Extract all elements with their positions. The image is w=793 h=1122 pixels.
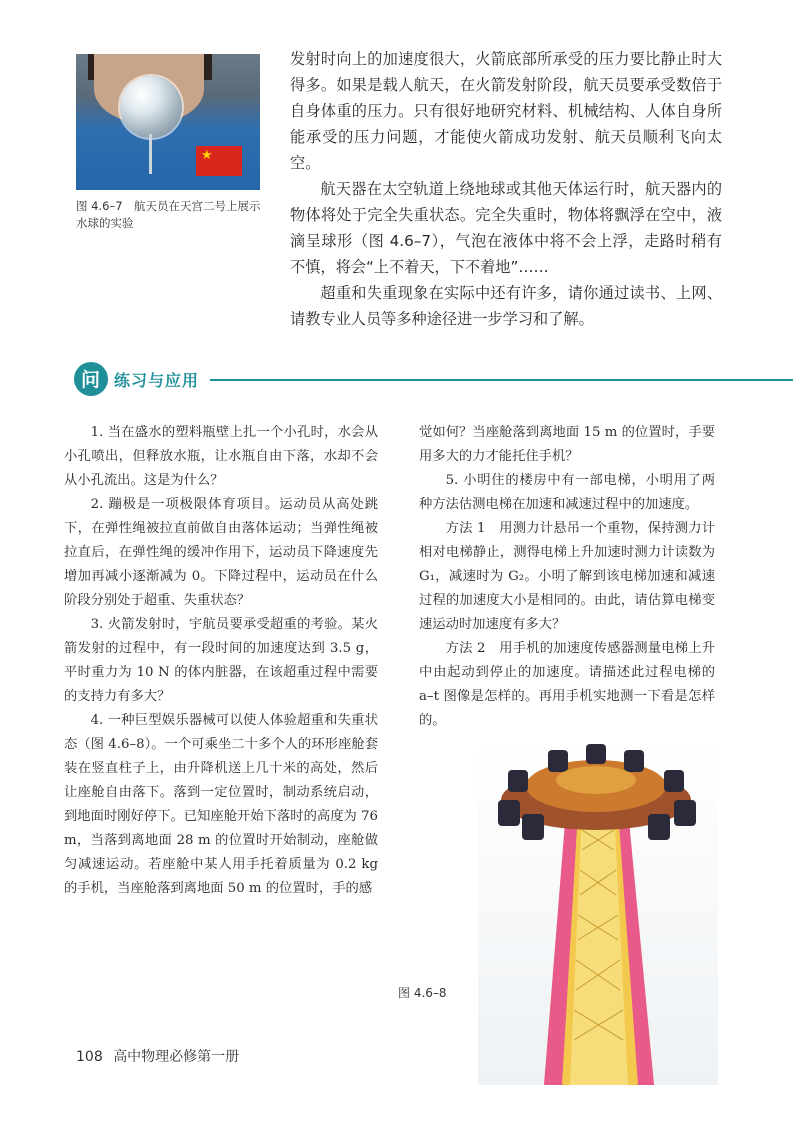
astronaut-water-ball-photo [76,54,260,190]
page-number: 108 [76,1049,103,1065]
section-title: 练习与应用 [114,371,200,390]
exercises-left-column [64,421,378,901]
exercise-5-method-1: 方法 1 用测力计悬吊一个重物，保持测力计相对电梯静止，测得电梯上升加速时测力计读数为 G₁，减速时为 G₂。小明了解到该电梯加速和减速过程的加速度大小是相同的。由此，请估算电梯变速运动时加速度有多大？ [419,521,715,632]
exercises-right-column [419,421,715,733]
exercise-1: 1. 当在盛水的塑料瓶壁上扎一个小孔时，水会从小孔喷出，但释放水瓶，让水瓶自由下落，水却不会从小孔流出。这是为什么？ [64,425,378,488]
figure-4-6-7-caption: 图 4.6–7 航天员在天宫二号上展示水球的实验 [76,199,261,230]
exercise-badge-icon [74,362,108,396]
page-footer [76,1046,239,1066]
paragraph-rocket-launch: 发射时向上的加速度很大，火箭底部所承受的压力要比静止时大得多。如果是载人航天，在火箭发射阶段，航天员要承受数倍于自身体重的压力。只有很好地研究材料、机械结构、人体自身所能承受的压力问题，才能使火箭成功发射、航天员顺利飞向太空。 [290,50,722,172]
exercise-5: 5. 小明住的楼房中有一部电梯，小明用了两种方法估测电梯在加速和减速过程中的加速度。 [419,473,715,512]
badge-char: 问 [81,369,101,391]
paragraph-weightlessness: 航天器在太空轨道上绕地球或其他天体运行时，航天器内的物体将处于完全失重状态。完全失重时，物体将飘浮在空中，液滴呈球形（图 4.6–7），气泡在液体中将不会上浮，走路时稍有不慎，将会“上不着天，下不着地”…… [290,180,722,276]
figure-4-6-8-label: 图 4.6–8 [398,986,447,1000]
section-divider [210,379,793,381]
drop-tower-illustration [478,740,718,1085]
book-title: 高中物理必修第一册 [113,1049,240,1065]
exercise-5-method-2: 方法 2 用手机的加速度传感器测量电梯上升中由起动到停止的加速度。请描述此过程电梯的 a–t 图像是怎样的。再用手机实地测一下看是怎样的。 [419,641,715,728]
exercise-2: 2. 蹦极是一项极限体育项目。运动员从高处跳下，在弹性绳被拉直前做自由落体运动；当弹性绳被拉直后，在弹性绳的缓冲作用下，运动员下降速度先增加再减小逐渐减为 0。下降过程中，运动员在什么阶段分别处于超重、失重状态？ [64,497,378,608]
top-body-text [290,46,722,332]
section-header-exercises [74,360,793,402]
exercise-4: 4. 一种巨型娱乐器械可以使人体验超重和失重状态（图 4.6–8）。一个可乘坐二十多个人的环形座舱套装在竖直柱子上，由升降机送上几十米的高处，然后让座舱自由落下。落到一定位置时，制动系统启动，到地面时刚好停下。已知座舱开始下落时的高度为 76 m，当落到离地面 28 m 的位置时开始制动，座舱做匀减速运动。若座舱中某人用手托着质量为 0.2 kg 的手机，当座舱落到离地面 50 m 的位置时，手的感 [64,713,378,896]
paragraph-further-study: 超重和失重现象在实际中还有许多，请你通过读书、上网、请教专业人员等多种途径进一步学习和了解。 [290,284,722,328]
chinese-flag-icon [196,146,242,176]
exercise-4-continued: 觉如何？当座舱落到离地面 15 m 的位置时，手要用多大的力才能托住手机？ [419,425,715,464]
exercise-3: 3. 火箭发射时，宇航员要承受超重的考验。某火箭发射的过程中，有一段时间的加速度达到 3.5 g，平时重力为 10 N 的体内脏器，在该超重过程中需要的支持力有多大？ [64,617,378,704]
